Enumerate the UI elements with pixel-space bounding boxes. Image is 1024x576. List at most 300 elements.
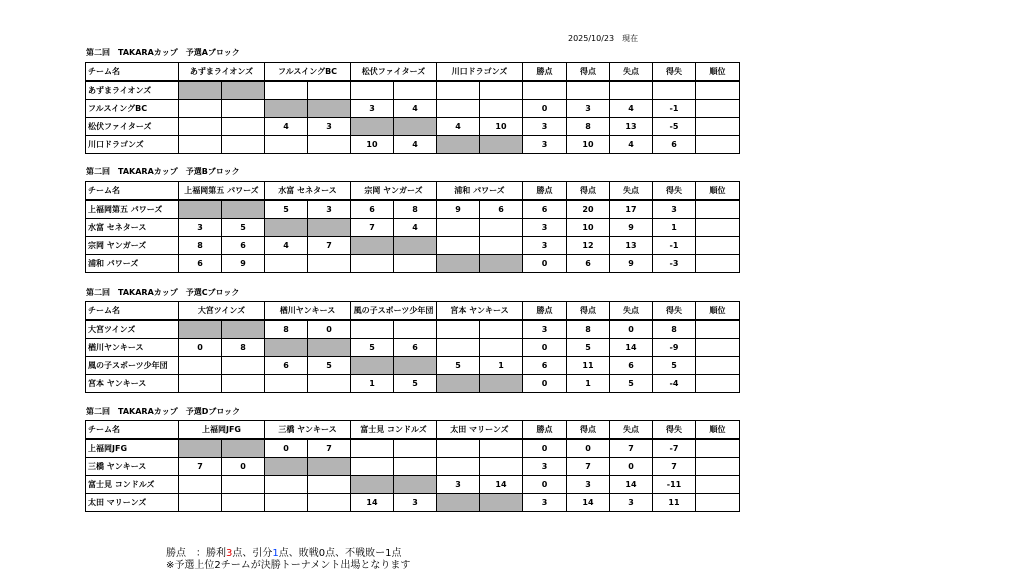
self-match-cell	[351, 118, 394, 136]
score-against-cell	[308, 476, 351, 494]
score-against-cell	[394, 81, 437, 100]
team-name-header: チーム名	[86, 182, 179, 201]
score-against-cell: 3	[308, 118, 351, 136]
score-against-cell	[222, 118, 265, 136]
score-against-cell	[480, 219, 523, 237]
score-for-cell: 3	[179, 219, 222, 237]
stat-cell: 14	[567, 494, 610, 512]
self-match-cell	[222, 320, 265, 339]
score-for-cell: 10	[351, 136, 394, 154]
block-d-table	[85, 420, 740, 512]
score-against-cell: 8	[222, 339, 265, 357]
note-label: 勝点 ：	[166, 548, 206, 559]
self-match-cell	[351, 476, 394, 494]
score-against-cell	[480, 320, 523, 339]
team-name-header: チーム名	[86, 421, 179, 440]
stat-cell: 13	[610, 118, 653, 136]
stat-cell: 3	[523, 237, 567, 255]
score-for-cell	[437, 100, 480, 118]
team-name: 宮本 ヤンキース	[86, 375, 179, 393]
block-c-title: 第二回 TAKARAカップ 予選Cブロック	[86, 288, 240, 297]
stat-header: 失点	[610, 302, 653, 321]
team-row	[86, 375, 740, 393]
header-row	[86, 421, 740, 440]
stat-cell	[696, 320, 740, 339]
team-row	[86, 136, 740, 154]
score-for-cell	[265, 476, 308, 494]
score-for-cell	[437, 458, 480, 476]
self-match-cell	[265, 100, 308, 118]
score-for-cell	[351, 255, 394, 273]
stat-cell: 0	[523, 339, 567, 357]
note-draw: 引分	[252, 548, 273, 559]
score-for-cell: 1	[351, 375, 394, 393]
score-for-cell	[265, 81, 308, 100]
stat-cell	[696, 357, 740, 375]
stat-cell: 9	[610, 219, 653, 237]
stat-cell: 0	[523, 255, 567, 273]
score-for-cell: 3	[351, 100, 394, 118]
score-against-cell: 0	[222, 458, 265, 476]
opponent-header: 上福岡第五 パワーズ	[179, 182, 265, 201]
stat-cell	[610, 81, 653, 100]
stat-header: 順位	[696, 421, 740, 440]
team-row	[86, 81, 740, 100]
stat-cell: 7	[653, 458, 696, 476]
team-name: 楢川ヤンキース	[86, 339, 179, 357]
opponent-header: 三橋 ヤンキース	[265, 421, 351, 440]
header-row	[86, 182, 740, 201]
team-name: フルスイングBC	[86, 100, 179, 118]
score-for-cell: 5	[437, 357, 480, 375]
score-against-cell	[480, 339, 523, 357]
score-against-cell	[480, 81, 523, 100]
stat-cell: 1	[653, 219, 696, 237]
self-match-cell	[394, 357, 437, 375]
score-against-cell	[222, 100, 265, 118]
score-for-cell	[437, 439, 480, 458]
score-against-cell	[308, 81, 351, 100]
opponent-header: 大宮ツインズ	[179, 302, 265, 321]
stat-cell: 9	[610, 255, 653, 273]
block-d-title: 第二回 TAKARAカップ 予選Dブロック	[86, 407, 241, 416]
stat-cell: 13	[610, 237, 653, 255]
score-against-cell: 7	[308, 439, 351, 458]
score-for-cell	[265, 136, 308, 154]
team-row	[86, 357, 740, 375]
score-against-cell: 7	[308, 237, 351, 255]
opponent-header: 水富 セネタース	[265, 182, 351, 201]
score-against-cell: 4	[394, 136, 437, 154]
score-for-cell	[351, 320, 394, 339]
score-against-cell	[308, 494, 351, 512]
stat-cell: 6	[653, 136, 696, 154]
self-match-cell	[222, 439, 265, 458]
self-match-cell	[394, 237, 437, 255]
team-name: 太田 マリーンズ	[86, 494, 179, 512]
score-for-cell	[437, 339, 480, 357]
score-for-cell	[179, 100, 222, 118]
score-for-cell: 8	[179, 237, 222, 255]
stat-header: 勝点	[523, 182, 567, 201]
stat-cell: 5	[610, 375, 653, 393]
score-against-cell	[308, 375, 351, 393]
stat-cell: 0	[610, 458, 653, 476]
score-for-cell: 14	[351, 494, 394, 512]
self-match-cell	[351, 357, 394, 375]
score-against-cell: 0	[308, 320, 351, 339]
score-for-cell	[179, 118, 222, 136]
stat-cell: 8	[567, 118, 610, 136]
stat-cell: 0	[523, 375, 567, 393]
header-row	[86, 63, 740, 82]
score-against-cell	[308, 136, 351, 154]
score-for-cell	[437, 237, 480, 255]
stat-cell	[523, 81, 567, 100]
stat-header: 得点	[567, 421, 610, 440]
stat-cell: 4	[610, 100, 653, 118]
score-against-cell: 6	[480, 200, 523, 219]
stat-header: 勝点	[523, 302, 567, 321]
stat-cell: 14	[610, 476, 653, 494]
team-name: 松伏ファイターズ	[86, 118, 179, 136]
note-draw-points: 1	[272, 548, 279, 559]
score-for-cell: 6	[179, 255, 222, 273]
score-against-cell	[222, 476, 265, 494]
score-against-cell	[222, 494, 265, 512]
self-match-cell	[394, 118, 437, 136]
points-note-line1	[166, 548, 410, 560]
team-row	[86, 237, 740, 255]
score-for-cell	[351, 458, 394, 476]
team-row	[86, 339, 740, 357]
score-against-cell	[394, 320, 437, 339]
stat-cell: 0	[523, 476, 567, 494]
self-match-cell	[480, 136, 523, 154]
score-for-cell: 6	[351, 200, 394, 219]
score-for-cell: 7	[179, 458, 222, 476]
stat-cell: 8	[653, 320, 696, 339]
stat-cell: 0	[523, 100, 567, 118]
stat-cell: 14	[610, 339, 653, 357]
self-match-cell	[437, 255, 480, 273]
opponent-header: 風の子スポーツ少年団	[351, 302, 437, 321]
stat-cell: 6	[523, 357, 567, 375]
stat-cell	[696, 494, 740, 512]
team-name: 富士見 コンドルズ	[86, 476, 179, 494]
score-against-cell: 10	[480, 118, 523, 136]
score-against-cell: 14	[480, 476, 523, 494]
score-for-cell	[437, 219, 480, 237]
self-match-cell	[179, 81, 222, 100]
stat-cell: 3	[610, 494, 653, 512]
stat-header: 順位	[696, 63, 740, 82]
stat-cell	[653, 81, 696, 100]
score-for-cell: 5	[265, 200, 308, 219]
score-for-cell: 4	[437, 118, 480, 136]
stat-cell	[567, 81, 610, 100]
points-note-line2: ※予選上位2チームが決勝トーナメント出場となります	[166, 560, 411, 571]
stat-cell: 0	[610, 320, 653, 339]
score-against-cell	[394, 255, 437, 273]
stat-cell	[696, 375, 740, 393]
score-against-cell	[308, 255, 351, 273]
stat-cell: -1	[653, 100, 696, 118]
stat-header: 得失	[653, 63, 696, 82]
self-match-cell	[437, 494, 480, 512]
self-match-cell	[308, 458, 351, 476]
team-row	[86, 458, 740, 476]
stat-header: 失点	[610, 182, 653, 201]
stat-cell	[696, 200, 740, 219]
self-match-cell	[265, 219, 308, 237]
score-against-cell: 1	[480, 357, 523, 375]
self-match-cell	[222, 200, 265, 219]
score-for-cell: 4	[265, 118, 308, 136]
team-name: 上福岡JFG	[86, 439, 179, 458]
opponent-header: 宗岡 ヤンガーズ	[351, 182, 437, 201]
stat-cell: 6	[567, 255, 610, 273]
score-for-cell	[265, 255, 308, 273]
score-for-cell	[265, 494, 308, 512]
stat-header: 得点	[567, 182, 610, 201]
stat-header: 得失	[653, 302, 696, 321]
score-for-cell	[265, 375, 308, 393]
self-match-cell	[179, 439, 222, 458]
stat-cell: 3	[523, 219, 567, 237]
stat-cell: 3	[523, 118, 567, 136]
stat-cell	[696, 476, 740, 494]
team-name: 川口ドラゴンズ	[86, 136, 179, 154]
score-for-cell: 9	[437, 200, 480, 219]
stat-cell	[696, 100, 740, 118]
score-for-cell: 4	[265, 237, 308, 255]
team-name: あずまライオンズ	[86, 81, 179, 100]
stat-cell: 17	[610, 200, 653, 219]
stat-cell: -1	[653, 237, 696, 255]
stat-cell: 7	[610, 439, 653, 458]
team-row	[86, 476, 740, 494]
score-for-cell: 6	[265, 357, 308, 375]
team-row	[86, 200, 740, 219]
team-row	[86, 100, 740, 118]
team-name: 浦和 パワーズ	[86, 255, 179, 273]
score-against-cell: 5	[394, 375, 437, 393]
team-name: 風の子スポーツ少年団	[86, 357, 179, 375]
stat-cell: 3	[567, 476, 610, 494]
stat-cell: 3	[567, 100, 610, 118]
opponent-header: 太田 マリーンズ	[437, 421, 523, 440]
score-against-cell	[222, 136, 265, 154]
score-against-cell	[480, 100, 523, 118]
stat-cell: -7	[653, 439, 696, 458]
opponent-header: 楢川ヤンキース	[265, 302, 351, 321]
self-match-cell	[308, 100, 351, 118]
score-against-cell: 4	[394, 219, 437, 237]
stat-header: 順位	[696, 182, 740, 201]
team-name: 水富 セネタース	[86, 219, 179, 237]
stat-cell	[696, 339, 740, 357]
stat-header: 順位	[696, 302, 740, 321]
opponent-header: 川口ドラゴンズ	[437, 63, 523, 82]
score-against-cell	[480, 237, 523, 255]
score-against-cell: 6	[394, 339, 437, 357]
score-for-cell: 3	[437, 476, 480, 494]
score-for-cell	[179, 357, 222, 375]
stat-cell: 6	[523, 200, 567, 219]
stat-header: 勝点	[523, 421, 567, 440]
opponent-header: フルスイングBC	[265, 63, 351, 82]
stat-cell: 0	[567, 439, 610, 458]
self-match-cell	[480, 255, 523, 273]
score-for-cell: 7	[351, 219, 394, 237]
team-name: 三橋 ヤンキース	[86, 458, 179, 476]
team-row	[86, 118, 740, 136]
stat-cell: 3	[523, 320, 567, 339]
header-row	[86, 302, 740, 321]
self-match-cell	[437, 375, 480, 393]
score-for-cell	[437, 81, 480, 100]
stat-cell	[696, 458, 740, 476]
stat-cell: 3	[653, 200, 696, 219]
team-name-header: チーム名	[86, 302, 179, 321]
self-match-cell	[179, 320, 222, 339]
block-a-table	[85, 62, 740, 154]
stat-cell: -4	[653, 375, 696, 393]
self-match-cell	[480, 375, 523, 393]
stat-cell: 3	[523, 494, 567, 512]
stat-cell: 3	[523, 136, 567, 154]
stat-cell: 8	[567, 320, 610, 339]
stat-cell: -3	[653, 255, 696, 273]
self-match-cell	[179, 200, 222, 219]
stat-cell: 0	[523, 439, 567, 458]
self-match-cell	[308, 339, 351, 357]
points-note	[166, 548, 410, 572]
stat-header: 得点	[567, 302, 610, 321]
team-row	[86, 439, 740, 458]
score-for-cell	[351, 81, 394, 100]
score-for-cell	[179, 476, 222, 494]
opponent-header: 浦和 パワーズ	[437, 182, 523, 201]
team-row	[86, 494, 740, 512]
team-row	[86, 219, 740, 237]
score-against-cell	[394, 458, 437, 476]
block-b-table	[85, 181, 740, 273]
score-against-cell: 3	[394, 494, 437, 512]
self-match-cell	[437, 136, 480, 154]
opponent-header: あずまライオンズ	[179, 63, 265, 82]
stat-header: 失点	[610, 63, 653, 82]
team-name: 大宮ツインズ	[86, 320, 179, 339]
score-for-cell	[437, 320, 480, 339]
score-for-cell: 8	[265, 320, 308, 339]
stat-cell	[696, 81, 740, 100]
score-for-cell: 0	[265, 439, 308, 458]
score-for-cell: 5	[351, 339, 394, 357]
score-against-cell: 5	[308, 357, 351, 375]
score-against-cell	[222, 375, 265, 393]
stat-cell: 12	[567, 237, 610, 255]
note-win: 勝利	[206, 548, 226, 559]
stat-cell: -9	[653, 339, 696, 357]
team-name: 上福岡第五 パワーズ	[86, 200, 179, 219]
score-against-cell: 3	[308, 200, 351, 219]
score-against-cell: 4	[394, 100, 437, 118]
stat-header: 得失	[653, 182, 696, 201]
team-row	[86, 320, 740, 339]
stat-cell: 6	[610, 357, 653, 375]
stat-cell: -5	[653, 118, 696, 136]
score-against-cell: 9	[222, 255, 265, 273]
score-for-cell: 0	[179, 339, 222, 357]
stat-header: 失点	[610, 421, 653, 440]
stat-header: 得点	[567, 63, 610, 82]
opponent-header: 松伏ファイターズ	[351, 63, 437, 82]
stat-cell: 5	[567, 339, 610, 357]
self-match-cell	[394, 476, 437, 494]
opponent-header: 上福岡JFG	[179, 421, 265, 440]
stat-cell: 4	[610, 136, 653, 154]
self-match-cell	[308, 219, 351, 237]
score-for-cell	[179, 136, 222, 154]
stat-cell	[696, 136, 740, 154]
block-a-title: 第二回 TAKARAカップ 予選Aブロック	[86, 48, 240, 57]
self-match-cell	[222, 81, 265, 100]
stat-cell	[696, 219, 740, 237]
score-against-cell	[222, 357, 265, 375]
team-row	[86, 255, 740, 273]
team-name: 宗岡 ヤンガーズ	[86, 237, 179, 255]
note-rest: 点、敗戦0点、不戦敗ー1点	[278, 548, 402, 559]
note-win-points: 3	[226, 548, 233, 559]
stat-header: 勝点	[523, 63, 567, 82]
date-label: 2025/10/23 現在	[568, 34, 639, 43]
stat-cell	[696, 439, 740, 458]
stat-cell: 11	[653, 494, 696, 512]
block-c-table	[85, 301, 740, 393]
opponent-header: 富士見 コンドルズ	[351, 421, 437, 440]
stat-cell: 1	[567, 375, 610, 393]
block-b-title: 第二回 TAKARAカップ 予選Bブロック	[86, 167, 240, 176]
score-against-cell: 6	[222, 237, 265, 255]
stat-cell: 11	[567, 357, 610, 375]
stat-cell	[696, 237, 740, 255]
stat-cell: 5	[653, 357, 696, 375]
stat-cell	[696, 255, 740, 273]
stat-cell: 10	[567, 219, 610, 237]
score-against-cell	[480, 458, 523, 476]
stat-cell	[696, 118, 740, 136]
note-win-tail: 点、	[232, 548, 253, 559]
score-for-cell	[179, 375, 222, 393]
score-against-cell	[394, 439, 437, 458]
stat-cell: 20	[567, 200, 610, 219]
stat-header: 得失	[653, 421, 696, 440]
stat-cell: 3	[523, 458, 567, 476]
score-for-cell	[179, 494, 222, 512]
team-name-header: チーム名	[86, 63, 179, 82]
opponent-header: 宮本 ヤンキース	[437, 302, 523, 321]
self-match-cell	[265, 339, 308, 357]
self-match-cell	[480, 494, 523, 512]
self-match-cell	[265, 458, 308, 476]
self-match-cell	[351, 237, 394, 255]
stat-cell: 10	[567, 136, 610, 154]
score-against-cell: 5	[222, 219, 265, 237]
score-against-cell: 8	[394, 200, 437, 219]
score-for-cell	[351, 439, 394, 458]
